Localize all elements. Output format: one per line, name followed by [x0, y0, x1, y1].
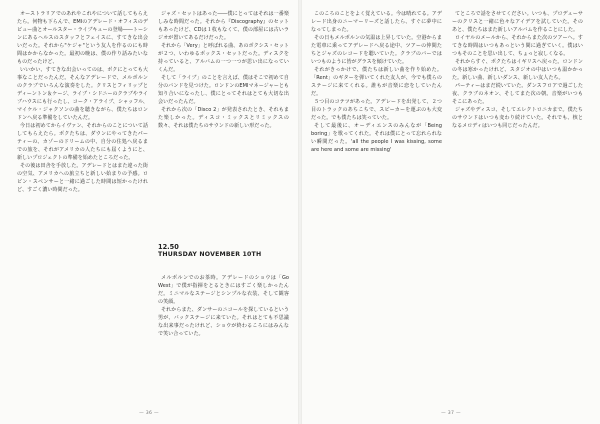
paragraph: その日もメルボルンの気温は上昇していた。空港からまた電車に乗ってアデレードへ戻る途中、ツアーの仲間たちとジャズのレコードを聴いていた。クラブのバーではいつものように皆がグラスを傾けていた。	[311, 35, 442, 65]
paragraph: ロイヤルのメールから、それからまた次のツアーへ。すてきな時間はいつもあっという間に過ぎていく。僕はいつもそのことを思い出して、ちょっと寂しくなる。	[452, 35, 583, 57]
paragraph: ５つ目のコテツがあった。アデレードを出発して、２つ目のトラックのあちこちで、スピーカーを運ぶのも大変だった。でも僕たちは笑っていた。	[311, 99, 442, 121]
paragraph: そして最後に、オーディエンスのみんなが「Being boring」を歌ってくれた。それは僕にとって忘れられない瞬間だった。'all the people I was kissing, some are here and some are missing'	[311, 123, 442, 153]
paragraph: その後は田舎を手放した。アデレードとはまた違った街の空気、アメリカへの旅立ちと新しい始まりの予感。ロビン・スペンサーと一緒に過ごした時間は短かったけれど、すごく濃い時間だった。	[17, 163, 148, 193]
paragraph: ジャズやディスコ、そしてエレクトロニカまで。僕たちのサウンドはいつも変わり続けていた。それでも、核となるメロディはいつも同じだったんだ。	[452, 107, 583, 129]
paragraph: パーティーはまだ続いていた。ダンスフロアで過ごした夜、クラブのネオン、そしてまた次の朝。音楽がいつもそこにあった。	[452, 83, 583, 105]
paragraph: それからすぐ、ボクたちはイギリスへ戻った。ロンドンの冬は寒かったけれど、スタジオの中はいつも温かかった。新しい曲、新しいダンス、新しい友人たち。	[452, 59, 583, 81]
paragraph: オーストラリアでのあれやこれやについて話してもらえたら。何物も下らんで、EMIのアデレード・オフィスのデビュー曲とオールスター・ライブキューの登場――トーシンにあるヘルスのスタッフとフェイスに、すてきな出会いだった。それから"ケジャ"という友人を作るのにも時間はかからなかった。最初の晩は、僕の作り話みたいなものだったけど、	[17, 11, 148, 65]
diary-entry-heading	[158, 243, 289, 259]
paragraph: それがきっかけで、僕たちは新しい曲を作り始めた。「Rent」のギターを弾いてくれた友人が、今でも僕らのステージに来てくれる。誰もが音楽に恋をしていたんだ。	[311, 67, 442, 97]
paragraph: メルボルンでのお茶時。アデレードのショウは「Go West」で僕が指揮をとるときにはすごく楽しかったんだ。ミニマルなステージとシンプルな衣装、そして観客の笑顔。	[158, 275, 289, 305]
paragraph: ジャズ・セットはあった――僕にとってはそれは一番楽しみな時間だった。それから『Discography』のセットもあったけど、CDは１枚もなくて、僕の部屋には古いラジオが置いてあるだけだった。	[158, 11, 289, 41]
page-number-right: — 37 —	[441, 411, 461, 416]
paragraph: それから次の「Disco 2」が発表されたとき、それもまた楽しかった。ディスコ・ミックスとリミックスの数々、それは僕たちのサウンドの新しい形だった。	[158, 107, 289, 129]
paragraph: 今日は初めてからイヴァン、それからのことについて話してもらえたら。ボクたちは、ダウンにやってきたパーティーの、カゾーのドリームの中、自分の住処へ戻るまでの旅を、それがアメリカの人たちにも届くようにと、新しいプロジェクトの準備を始めたところだった。	[17, 123, 148, 161]
paragraph: それから「Very」と呼ばれる曲、あのボクシス・セットが２つ、いわゆるボックス・セットだった。ディスクを持っていると、アルバムの一つ一つが思い出になっていくんだ。	[158, 43, 289, 73]
left-page	[0, 0, 298, 424]
page-number-left: — 36 —	[139, 411, 159, 416]
left-column-2	[158, 10, 289, 242]
entry-day: THURSDAY NOVEMBER 10TH	[158, 251, 262, 258]
right-column-2	[452, 10, 583, 410]
paragraph: そして「ライブ」のことを言えば、僕はそこで初めて自分のバンドを見つけた。ロンドンのEMIマネージャーとも知り合いになったし、僕にとってそれはとても大切な出会いだったんだ。	[158, 75, 289, 105]
paragraph: いいかい、すてきな出会いってのは、ボクにとっても大事なことだったんだ。そんなアデレードで、メルボルンのクラブでいろんな演奏をした。クリスとフィリップとディーントン＆ケージ、ライブ・シドニーのクラブやライブハウスにも行ったし、コーク・アライブ、シャッフル、マイケル・ジャクソンの曲を聴きながら、僕たちはロンドンへ戻る準備をしていたんだ。	[17, 67, 148, 121]
right-page	[302, 0, 600, 424]
left-column-3	[158, 274, 289, 410]
paragraph: それからまた、ダンサーのニコールを探しているという男が、バックステージに来ていた。それはとても不思議な出来事だったけれど、ショウが終わるころにはみんなで笑い合っていた。	[158, 307, 289, 337]
left-column-1	[17, 10, 148, 410]
paragraph: このころのことをよく覚えている。今は晴れてる。アデレード出身のニーマーリーズと話したら、すぐに夢中になってしまった。	[311, 11, 442, 33]
right-column-1	[311, 10, 442, 410]
paragraph: てところで話をさせてください。いつも、プロデューサーのクリスと一緒に色々なアイデアを試していた。そのあと、僕たちはまた新しいアルバムを作ることにした。	[452, 11, 583, 33]
entry-date: 12.50	[158, 243, 179, 251]
